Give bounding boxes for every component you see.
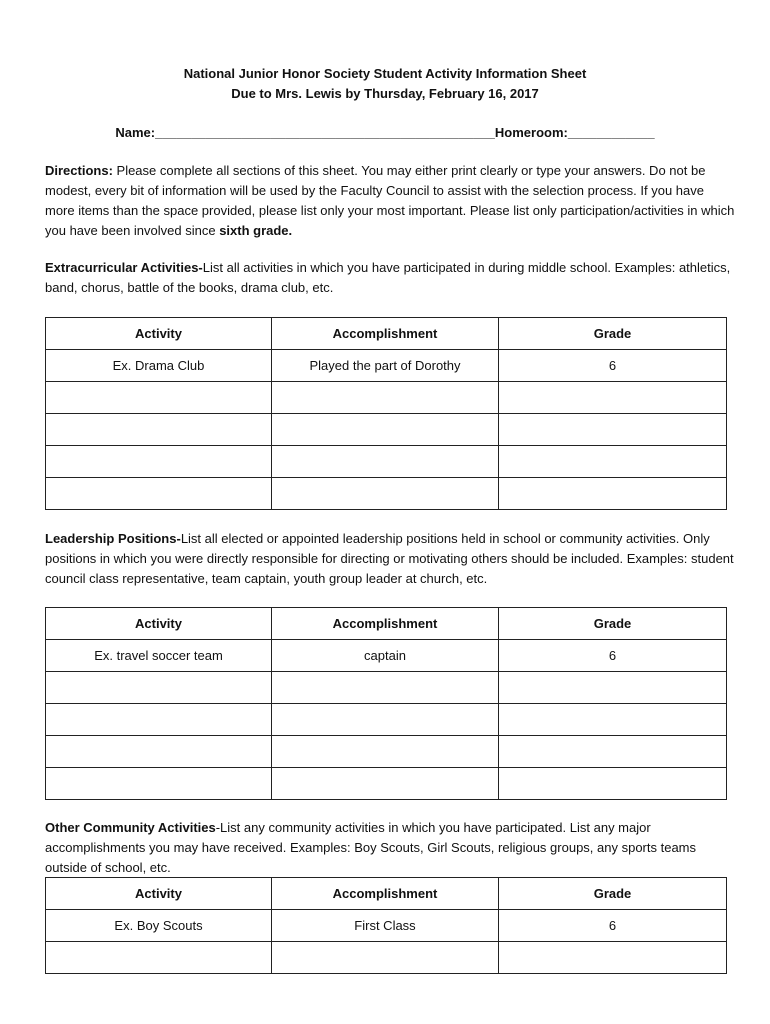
table-header-row [46,608,727,640]
column-header-accomplishment: Accomplishment [272,318,499,350]
example-activity-cell: Ex. travel soccer team [46,640,272,672]
activity-cell[interactable] [46,446,272,478]
community-label: Other Community Activities [45,820,216,835]
extracurricular-description [45,258,735,298]
grade-cell[interactable] [499,942,727,974]
directions-label: Directions: [45,163,113,178]
directions-text: Please complete all sections of this sheet. You may either print clearly or type your answers. Do not be modest, every bit of information will be used by the Faculty Council to assist with the selection process. If you have more items than the space provided, please list only your most important. Please list only participation/activities in which you have been involved since [45,163,735,238]
column-header-accomplishment: Accomplishment [272,878,499,910]
leadership-label: Leadership Positions- [45,531,181,546]
grade-cell[interactable] [499,382,727,414]
table-row [46,768,727,800]
activity-cell[interactable] [46,414,272,446]
example-accomplishment-cell: Played the part of Dorothy [272,350,499,382]
table-row [46,736,727,768]
table-row [46,672,727,704]
due-date-line: Due to Mrs. Lewis by Thursday, February 16, 2017 [231,86,539,101]
grade-cell[interactable] [499,672,727,704]
activity-cell[interactable] [46,478,272,510]
activity-cell[interactable] [46,382,272,414]
example-activity-cell: Ex. Drama Club [46,350,272,382]
example-accomplishment-cell: captain [272,640,499,672]
table-row [46,382,727,414]
table-row-example [46,640,727,672]
activity-cell[interactable] [46,704,272,736]
table-header-row [46,878,727,910]
accomplishment-cell[interactable] [272,382,499,414]
table-row-example [46,350,727,382]
grade-cell[interactable] [499,768,727,800]
leadership-description [45,529,735,589]
extracurricular-table [45,317,727,510]
table-header-row [46,318,727,350]
community-description [45,818,735,878]
accomplishment-cell[interactable] [272,768,499,800]
column-header-grade: Grade [499,608,727,640]
leadership-text: List all elected or appointed leadership positions held in school or community activities. Only positions in which you were directly responsible for directing or motivating others should be included. Examples: student council class representative, team captain, youth group leader at church, etc. [45,531,734,586]
table-row [46,414,727,446]
table-row-example [46,910,727,942]
table-row [46,446,727,478]
column-header-activity: Activity [46,318,272,350]
activity-cell[interactable] [46,768,272,800]
community-text: -List any community activities in which you have participated. List any major accomplishments you may have received. Examples: Boy Scouts, Girl Scouts, religious groups, any sports teams outside of school, etc. [45,820,697,875]
grade-cell[interactable] [499,736,727,768]
table-row [46,942,727,974]
table-row [46,478,727,510]
accomplishment-cell[interactable] [272,446,499,478]
leadership-table [45,607,727,800]
activity-cell[interactable] [46,942,272,974]
accomplishment-cell[interactable] [272,478,499,510]
document-title: National Junior Honor Society Student Activity Information Sheet [183,66,587,81]
column-header-grade: Grade [499,318,727,350]
activity-cell[interactable] [46,672,272,704]
extracurricular-label: Extracurricular Activities- [45,260,203,275]
column-header-activity: Activity [46,608,272,640]
grade-cell[interactable] [499,446,727,478]
example-activity-cell: Ex. Boy Scouts [46,910,272,942]
activity-cell[interactable] [46,736,272,768]
table-row [46,704,727,736]
example-grade-cell: 6 [499,350,727,382]
column-header-accomplishment: Accomplishment [272,608,499,640]
example-grade-cell: 6 [499,910,727,942]
grade-cell[interactable] [499,704,727,736]
example-grade-cell: 6 [499,640,727,672]
directions-emphasis: sixth grade. [219,223,293,238]
accomplishment-cell[interactable] [272,414,499,446]
grade-cell[interactable] [499,414,727,446]
accomplishment-cell[interactable] [272,704,499,736]
accomplishment-cell[interactable] [272,672,499,704]
column-header-grade: Grade [499,878,727,910]
extracurricular-text: List all activities in which you have participated in during middle school. Examples: athletics, band, chorus, battle of the books, drama club, etc. [45,260,731,295]
example-accomplishment-cell: First Class [272,910,499,942]
grade-cell[interactable] [499,478,727,510]
column-header-activity: Activity [46,878,272,910]
accomplishment-cell[interactable] [272,736,499,768]
accomplishment-cell[interactable] [272,942,499,974]
community-table [45,877,727,974]
name-homeroom-line: Name:_______________________________________________Homeroom:____________ [115,125,655,140]
directions-paragraph [45,161,735,241]
